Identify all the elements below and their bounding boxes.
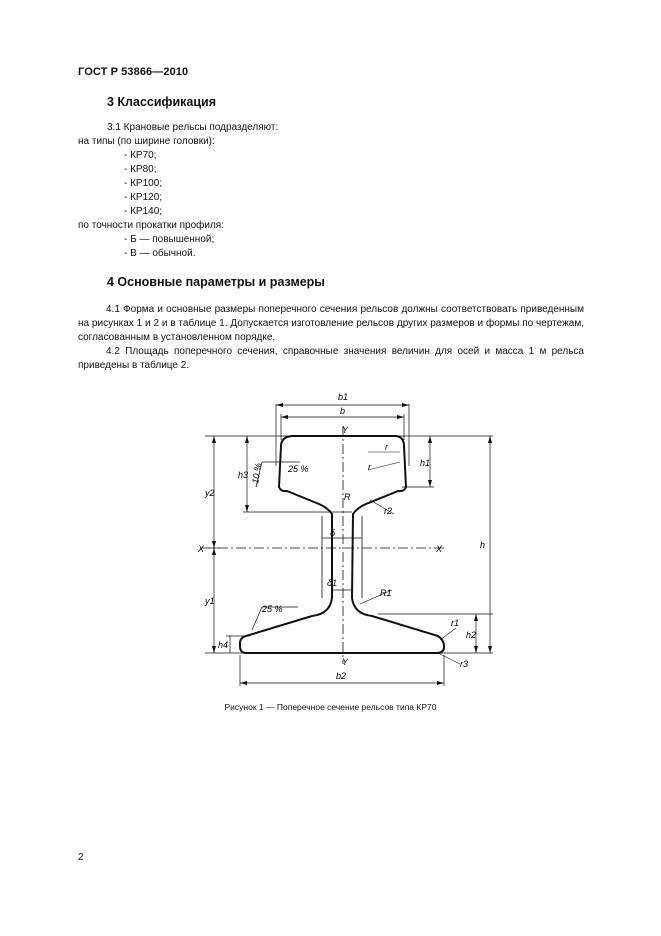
label-h: h [480,540,486,550]
page-number: 2 [78,852,84,863]
label-y-top: Y [342,425,349,435]
label-r1: r1 [451,618,460,628]
label-b: b [340,406,346,416]
list-item: - КР70; [124,150,157,161]
label-h1: h1 [420,458,431,468]
accuracy-intro: по точности прокатки профиля: [78,220,224,231]
clause-4-2: 4.2 Площадь поперечного сечения, справочные значения величин для осей и масса 1 м рельса приведены в таблице 2. [78,346,584,371]
label-y1: y1 [205,596,215,606]
clause-4-1: 4.1 Форма и основные размеры поперечного сечения рельсов должны соответствовать приведенным на рисунках 1 и 2 и в таблице 1. Допускается изготовление рельсов других размеров и формы по чертежам, согласованным в установленном порядке. [78,304,584,343]
types-intro: на типы (по ширине головки): [78,136,215,147]
list-item: - КР80; [124,164,157,175]
label-r2: r2 [384,506,393,516]
list-item: - В — обычной. [124,248,196,259]
label-r-upper: r [385,442,388,452]
label-y-bottom: Y [342,657,349,667]
list-item: - КР100; [124,178,163,189]
list-item: - КР140; [124,206,163,217]
label-slope-10: 10 % [250,462,264,485]
label-slope-head: 25 % [288,464,309,474]
label-x-left: X [198,544,205,554]
label-x-right: X [436,544,443,554]
label-r-lower: r [368,462,371,472]
label-h2: h2 [466,630,477,640]
label-delta: δ [330,528,336,538]
list-item: - Б — повышенной; [124,234,215,245]
figure-caption: Рисунок 1 — Поперечное сечение рельсов типа КР70 [224,702,437,712]
section-4-title: 4 Основные параметры и размеры [107,275,325,289]
label-slope-foot: 25 % [262,604,283,614]
label-h4: h4 [218,640,229,650]
label-r3: r3 [460,659,469,669]
label-h3: h3 [238,470,249,480]
rail-profile-outline [240,436,444,653]
clause-3-1: 3.1 Крановые рельсы подразделяют: [107,122,279,133]
label-R: R [344,492,351,502]
label-r1-web: R1 [380,588,392,598]
label-b1: b1 [338,392,349,402]
label-b2: b2 [336,671,347,681]
label-delta1: δ1 [327,578,338,588]
list-item: - КР120; [124,192,163,203]
document-header: ГОСТ Р 53866—2010 [78,66,189,78]
section-3-title: 3 Классификация [107,95,217,109]
label-y2: y2 [205,488,215,498]
